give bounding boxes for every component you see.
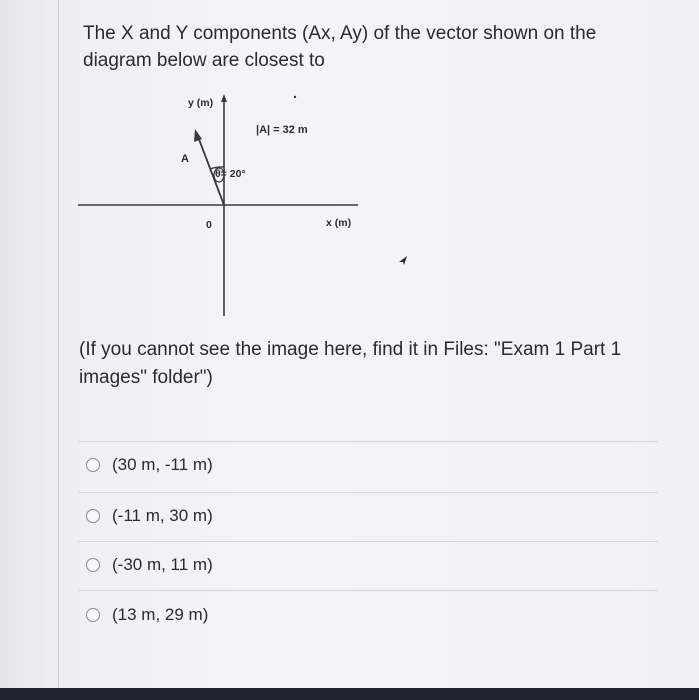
- image-note: (If you cannot see the image here, find it in Files: "Exam 1 Part 1 images" folder"): [79, 339, 622, 388]
- magnitude-label: |A| = 32 m: [256, 124, 308, 136]
- divider-4: [78, 590, 658, 591]
- option-1-label: (30 m, -11 m): [112, 455, 213, 474]
- option-2[interactable]: [86, 503, 213, 529]
- origin-label: 0: [206, 219, 212, 231]
- option-4-label: (13 m, 29 m): [112, 605, 209, 624]
- cursor-icon: [398, 255, 408, 267]
- divider-1: [78, 441, 658, 442]
- divider-2: [78, 492, 658, 493]
- vector-label: A: [181, 153, 189, 165]
- option-1[interactable]: [86, 452, 213, 478]
- divider-3: [78, 541, 658, 542]
- question-text: The X and Y components (Ax, Ay) of the vector shown on the diagram below are closest to: [83, 23, 597, 71]
- vector-a-arrowhead: [194, 129, 202, 142]
- option-1-radio[interactable]: [86, 458, 100, 472]
- x-axis-label: x (m): [326, 217, 352, 229]
- option-4[interactable]: [86, 602, 208, 628]
- vector-diagram: [78, 88, 378, 320]
- option-3[interactable]: [86, 552, 213, 578]
- bottom-bar: [0, 688, 699, 700]
- y-axis-label: y (m): [188, 97, 214, 109]
- option-2-radio[interactable]: [86, 509, 100, 523]
- dot-mark: [294, 96, 296, 98]
- y-axis-arrowhead: [221, 94, 227, 102]
- angle-label: θ= 20°: [215, 168, 246, 180]
- option-2-label: (-11 m, 30 m): [112, 506, 213, 525]
- option-3-label: (-30 m, 11 m): [112, 555, 213, 574]
- option-4-radio[interactable]: [86, 608, 100, 622]
- option-3-radio[interactable]: [86, 558, 100, 572]
